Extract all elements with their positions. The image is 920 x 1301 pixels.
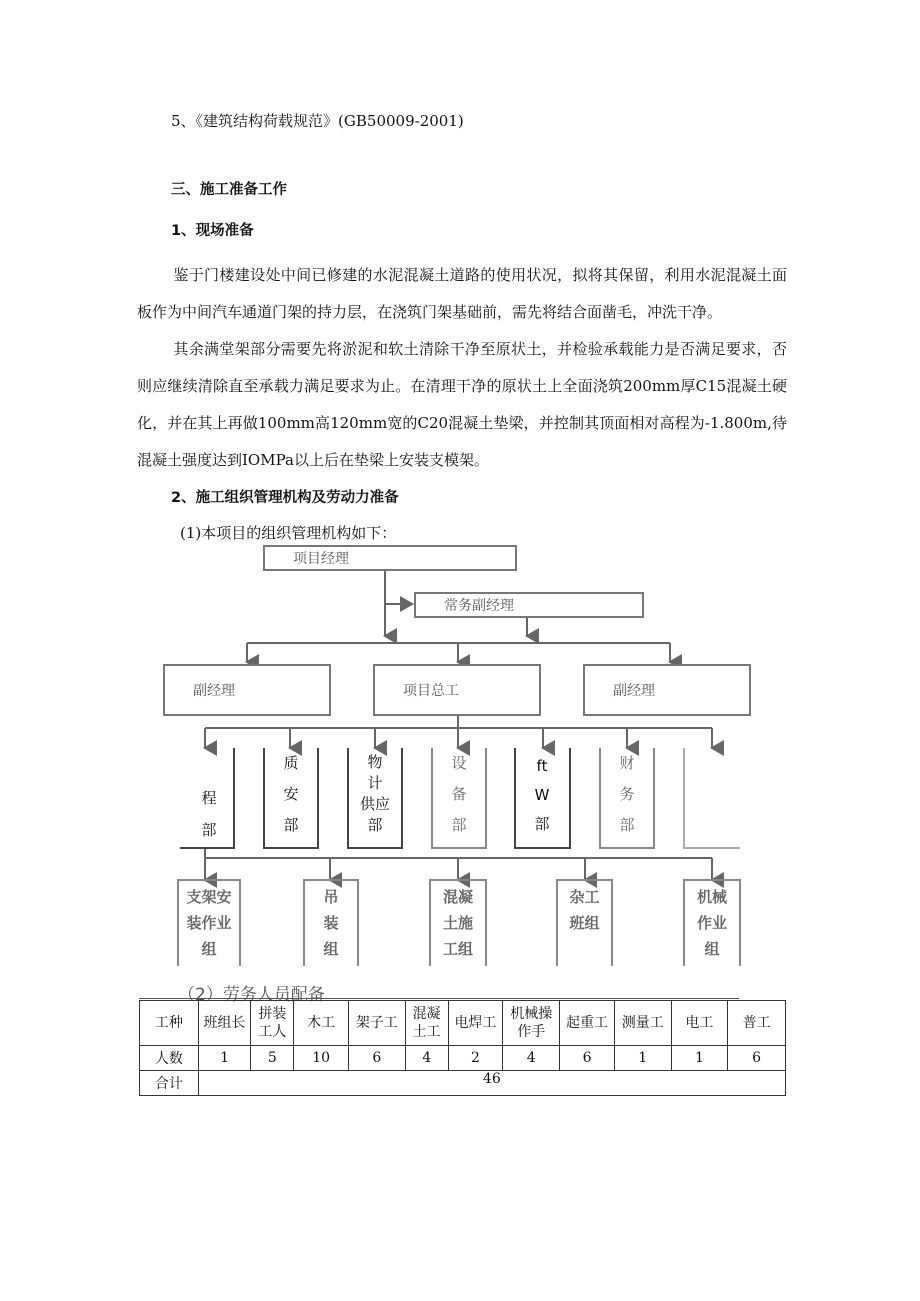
paragraph-1-text: 鉴于门楼建设处中间已修建的水泥混凝土道路的使用状况，拟将其保留，利用水泥混凝土面板作为中间汽车通道门架的持力层，在浇筑门架基础前，需先将结合面凿毛，冲洗干净。 [137,266,787,321]
caption-underline [139,998,739,999]
table-cell: 6 [728,1046,786,1071]
labor-caption: （2）劳务人员配备 [178,985,325,1005]
org-box-deputy-manager-left [163,664,331,716]
org-box-chief-engineer [373,664,541,716]
table-header-cell: 起重工 [560,1001,615,1046]
table-cell: 6 [349,1046,406,1071]
dept-finance: 财 务 部 [619,754,635,834]
table-header-cell: 机械操 作手 [503,1001,560,1046]
table-header-cell: 拼装 工人 [251,1001,294,1046]
table-cell: 2 [448,1046,503,1071]
dept-quality-safety: 质 安 部 [283,754,299,834]
team-scaffold-install: 支架安 装作业 组 [186,888,232,958]
table-cell: 1 [614,1046,671,1071]
reference-item-5: 5、《建筑结构荷载规范》(GB50009-2001) [171,112,464,130]
table-header-cell: 工种 [140,1001,199,1046]
section-title: 三、施工准备工作 [171,182,287,198]
table-cell: 人数 [140,1046,199,1071]
table-header-cell: 班组长 [198,1001,251,1046]
table-header-cell: 木工 [294,1001,349,1046]
dept-engineering: 程 部 [201,789,217,839]
team-hoisting: 吊 装 组 [323,888,339,958]
org-label-executive-deputy: 常务副经理 [444,598,514,614]
table-row [140,1071,786,1096]
table-cell: 合计 [140,1071,199,1096]
table-header-cell: 电焊工 [448,1001,503,1046]
table-cell: 1 [671,1046,728,1071]
table-header-cell: 电工 [671,1001,728,1046]
table-header-cell: 测量工 [614,1001,671,1046]
team-concrete: 混凝 土施 工组 [442,888,473,958]
subsection-1-title: 1、现场准备 [171,223,254,239]
org-label-deputy-right: 副经理 [613,683,655,699]
table-cell: 6 [560,1046,615,1071]
paragraph-2-text: 其余满堂架部分需要先将淤泥和软土清除干净至原状土，并检验承载能力是否满足要求，否则应继续清除直至承载力满足要求为止。在清理干净的原状土上全面浇筑200mm厚C15混凝土硬化，并在其上再做100mm高120mm宽的C20混凝土垫梁，并控制其顶面相对高程为-1.800m,待混凝土强度达到IOMPa以上后在垫梁上安装支模架。 [137,340,787,469]
org-label-deputy-left: 副经理 [193,683,235,699]
table-cell: 4 [405,1046,448,1071]
total-cell: 46 [198,1071,785,1096]
table-cell: 4 [503,1046,560,1071]
subsection-2-title: 2、施工组织管理机构及劳动力准备 [171,490,399,506]
table-header-cell: 普工 [728,1001,786,1046]
labor-table [139,1000,786,1096]
dept-equipment: 设 备 部 [451,754,467,834]
org-box-executive-deputy [414,592,644,618]
table-cell: 5 [251,1046,294,1071]
table-row [140,1046,786,1071]
org-box-deputy-manager-right [583,664,751,716]
org-box-project-manager [263,545,517,571]
team-machinery: 机械 作业 组 [696,888,727,958]
dept-materials-supply: 物 计 供应 部 [359,753,390,834]
table-header-cell: 混凝 土工 [405,1001,448,1046]
team-general-labor: 杂工 班组 [569,888,600,932]
org-label-chief-engineer: 项目总工 [403,683,459,699]
table-row [140,1001,786,1046]
table-cell: 1 [198,1046,251,1071]
org-chart-caption: (1)本项目的组织管理机构如下： [180,524,397,542]
table-header-cell: 架子工 [349,1001,406,1046]
org-label-project-manager: 项目经理 [293,551,349,567]
table-cell: 10 [294,1046,349,1071]
dept-unreadable: ft W 部 [534,757,550,833]
